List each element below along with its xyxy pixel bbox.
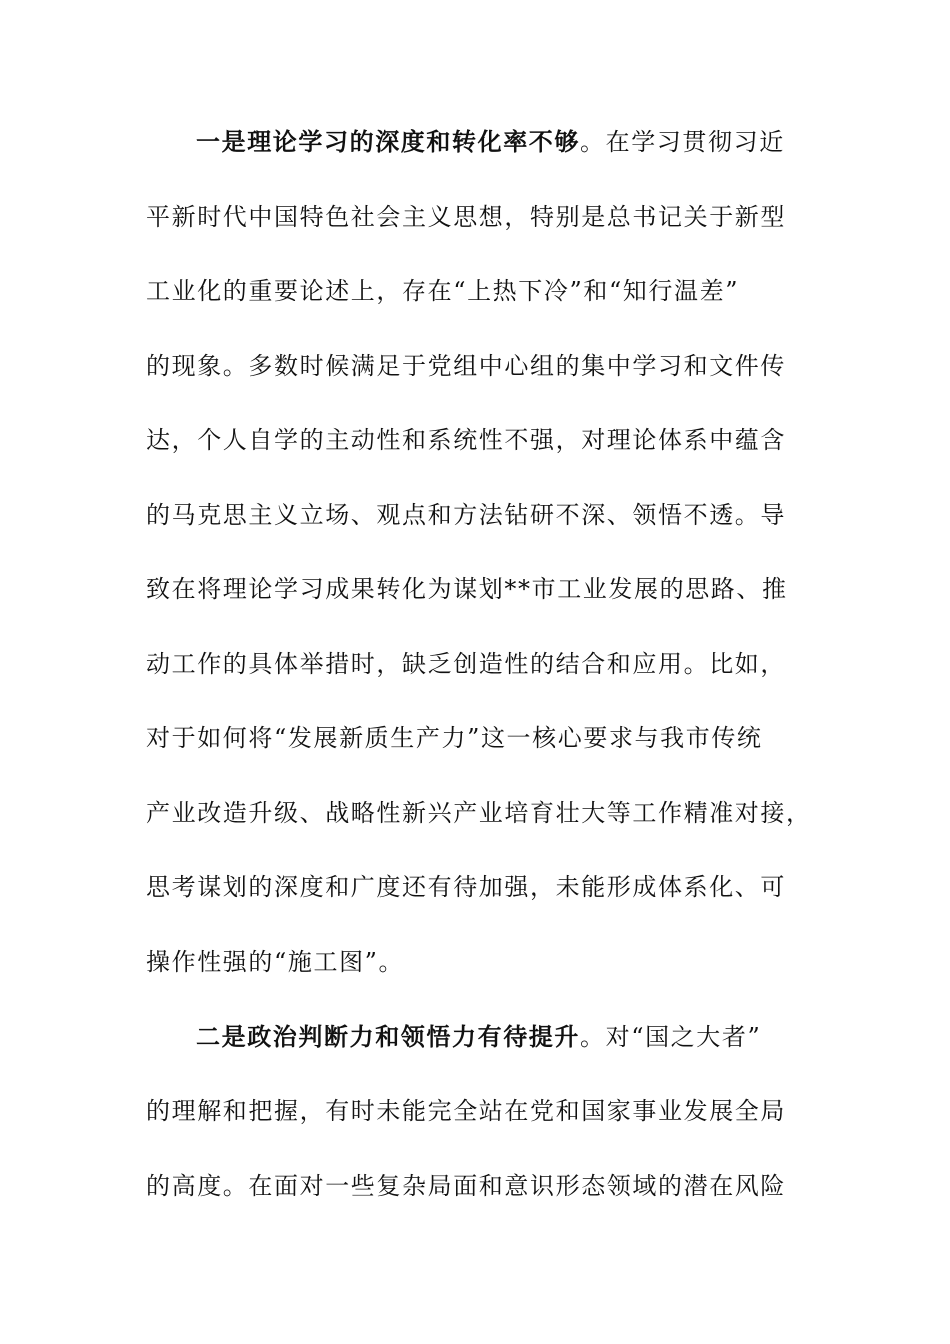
paragraph-1-heading: 一是理论学习的深度和转化率不够 [196,128,580,156]
paragraph-1-line-8: 动工作的具体举措时，缺乏创造性的结合和应用。比如， [146,650,786,678]
paragraph-1-line-1-text: 。在学习贯彻习近 [580,128,785,156]
paragraph-1-line-3: 工业化的重要论述上，存在“上热下冷”和“知行温差” [146,277,740,305]
paragraph-1-line-11: 思考谋划的深度和广度还有待加强，未能形成体系化、可 [146,873,786,901]
paragraph-2-line-1 [196,1017,856,1057]
paragraph-2-line-1-text: 。对“国之大者” [580,1023,762,1051]
paragraph-1-line-12: 操作性强的“施工图”。 [146,948,405,976]
paragraph-1-line-1 [196,122,856,162]
paragraph-2-heading: 二是政治判断力和领悟力有待提升 [196,1023,580,1051]
paragraph-1-line-2: 平新时代中国特色社会主义思想，特别是总书记关于新型 [146,203,786,231]
paragraph-1-line-5: 达，个人自学的主动性和系统性不强，对理论体系中蕴含 [146,426,786,454]
paragraph-1-line-7: 致在将理论学习成果转化为谋划**市工业发展的思路、推 [146,575,788,603]
paragraph-1-line-9: 对于如何将“发展新质生产力”这一核心要求与我市传统 [146,724,763,752]
paragraph-1-line-10: 产业改造升级、战略性新兴产业培育壮大等工作精准对接， [146,799,812,827]
paragraph-1-line-6: 的马克思主义立场、观点和方法钻研不深、领悟不透。导 [146,501,786,529]
paragraph-2-line-2: 的理解和把握，有时未能完全站在党和国家事业发展全局 [146,1097,786,1125]
paragraph-2-line-3: 的高度。在面对一些复杂局面和意识形态领域的潜在风险 [146,1172,786,1200]
paragraph-1-line-4: 的现象。多数时候满足于党组中心组的集中学习和文件传 [146,352,786,380]
